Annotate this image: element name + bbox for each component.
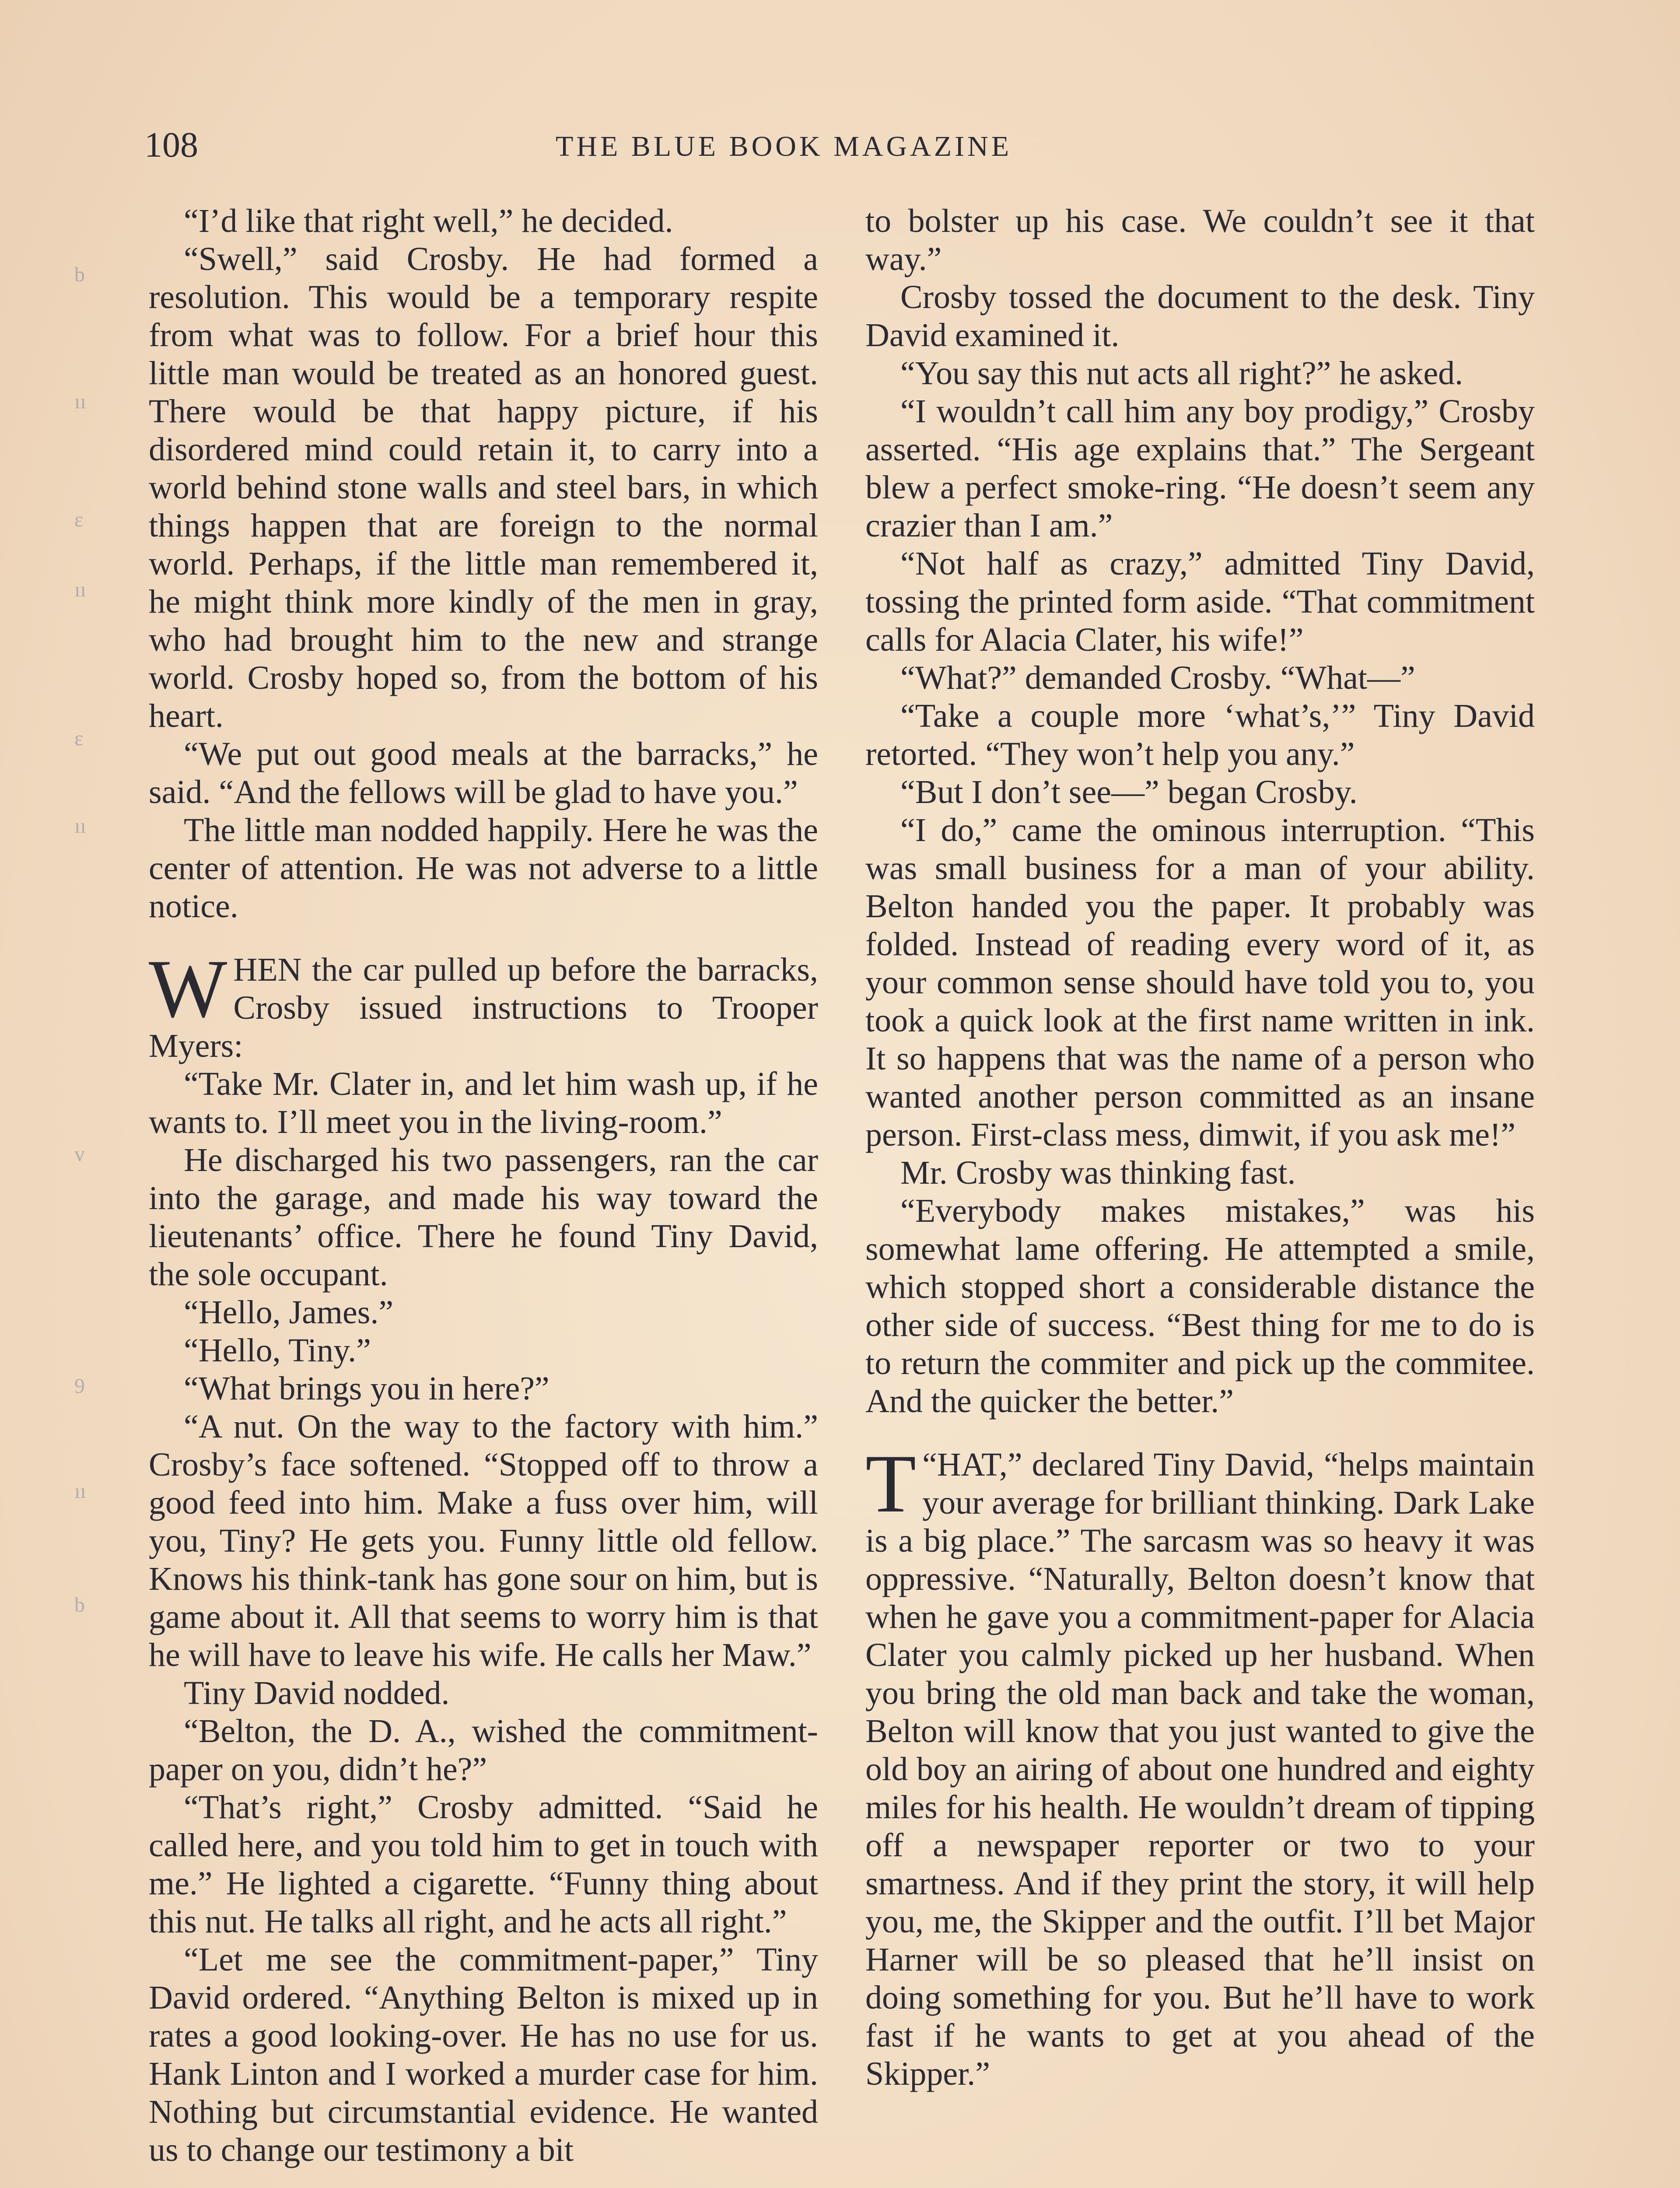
paragraph: “I do,” came the ominous interruption. “This was small business for a man of your ability. Belton handed you the paper. It probably was folded. Instead of reading every word of it, as your common sense should have told you to, you took a quick look at the first name written in ink. It so happens that was the name of a person who wanted another person committed as an insane person. First-class mess, dimwit, if you ask me!” (865, 812, 1535, 1153)
paragraph: “Belton, the D. A., wished the commitment-paper on you, didn’t he?” (149, 1713, 818, 1788)
paragraph: “Let me see the commitment-paper,” Tiny David ordered. “Anything Belton is mixed up in rates a good looking-over. He has no use for us. Hank Linton and I worked a murder case for him. Nothing but circumstantial evidence. He wanted us to change our testimony a bit (149, 1941, 818, 2168)
paragraph: “Take a couple more ‘what’s,’” Tiny David retorted. “They won’t help you any.” (865, 698, 1535, 772)
paragraph: “Hello, James.” (184, 1294, 394, 1331)
drop-cap: T (865, 1438, 917, 1530)
right-column (865, 202, 1535, 2093)
section-opening-text: HEN the car pulled up before the barracks, Crosby issued instructions to Trooper Myers: (149, 951, 818, 1064)
section-opening-text: HAT,” declared Tiny David, “helps maintain your average for brilliant thinking. Dark Lake is a big place.” The sarcasm was so heavy it was oppressive. “Naturally, Belton doesn’t know that when he gave you a commitment-paper for Alacia Clater you calmly picked up her husband. When you bring the old man back and take the woman, Belton will know that you just wanted to give the old boy an airing of about one hundred and eighty miles for his health. He wouldn’t dream of tipping off a newspaper reporter or two to your smartness. And if they print the story, it will help you, me, the Skipper and the outfit. I’ll bet Major Harner will be so pleased that he’ll insist on doing something for you. But he’ll have to work fast if he wants to get at you ahead of the Skipper.” (865, 1446, 1535, 2092)
paragraph: “A nut. On the way to the factory with him.” Crosby’s face softened. “Stopped off to throw a good feed into him. Make a fuss over him, will you, Tiny? He gets you. Funny little old fellow. Knows his think-tank has gone sour on him, but is game about it. All that seems to worry him is that he will have to leave his wife. He calls her Maw.” (149, 1408, 818, 1673)
paragraph: “What brings you in here?” (184, 1370, 550, 1407)
paragraph: “Take Mr. Clater in, and let him wash up, if he wants to. I’ll meet you in the living-room.” (149, 1066, 818, 1140)
paragraph: “Not half as crazy,” admitted Tiny David, tossing the printed form aside. “That commitment calls for Alacia Clater, his wife!” (865, 545, 1535, 658)
section-opening-paragraph (149, 943, 818, 1065)
section-opening-paragraph (865, 1438, 1535, 2093)
running-head: THE BLUE BOOK MAGAZINE (556, 130, 1012, 162)
paragraph: “Hello, Tiny.” (184, 1332, 371, 1369)
drop-cap: W (149, 943, 228, 1035)
paragraph: “You say this nut acts all right?” he asked. (900, 355, 1463, 392)
paragraph: “What?” demanded Crosby. “What—” (900, 659, 1415, 696)
page-number: 108 (144, 125, 198, 165)
paragraph: “I’d like that right well,” he decided. (184, 203, 673, 239)
paragraph: “Swell,” said Crosby. He had formed a resolution. This would be a temporary respite from what was to follow. For a brief hour this little man would be treated as an honored guest. There would be that happy picture, if his disordered mind could retain it, to carry into a world behind stone walls and steel bars, in which things happen that are foreign to the normal world. Perhaps, if the little man remembered it, he might think more kindly of the men in gray, who had brought him to the new and strange world. Crosby hoped so, from the bottom of his heart. (149, 241, 818, 734)
paragraph: Tiny David nodded. (184, 1675, 450, 1711)
paragraph: He discharged his two passengers, ran the car into the garage, and made his way toward the lieutenants’ office. There he found Tiny David, the sole occupant. (149, 1142, 818, 1293)
paragraph: “But I don’t see—” began Crosby. (900, 774, 1358, 810)
paragraph: “That’s right,” Crosby admitted. “Said he called here, and you told him to get in touch with me.” He lighted a cigarette. “Funny thing about this nut. He talks all right, and he acts all right.” (149, 1789, 818, 1940)
opening-quote: “ (922, 1446, 937, 1483)
paragraph: “We put out good meals at the barracks,” he said. “And the fellows will be glad to have you.” (149, 736, 818, 810)
margin-bleed-marks: b ıı ε ıı ε ıı v 9 ıı b (74, 263, 86, 1616)
paragraph: Mr. Crosby was thinking fast. (900, 1154, 1296, 1191)
paragraph: The little man nodded happily. Here he was the center of attention. He was not adverse to a little notice. (149, 812, 818, 925)
paragraph-continued: to bolster up his case. We couldn’t see it that way.” (865, 203, 1535, 277)
paragraph: “I wouldn’t call him any boy prodigy,” Crosby asserted. “His age explains that.” The Sergeant blew a perfect smoke-ring. “He doesn’t seem any crazier than I am.” (865, 393, 1535, 544)
paragraph: Crosby tossed the document to the desk. Tiny David examined it. (865, 279, 1535, 354)
left-column (149, 202, 818, 2169)
paragraph: “Everybody makes mistakes,” was his somewhat lame offering. He attempted a smile, which stopped short a considerable distance the other side of success. “Best thing for me to do is to return the commiter and pick up the commitee. And the quicker the better.” (865, 1192, 1535, 1420)
